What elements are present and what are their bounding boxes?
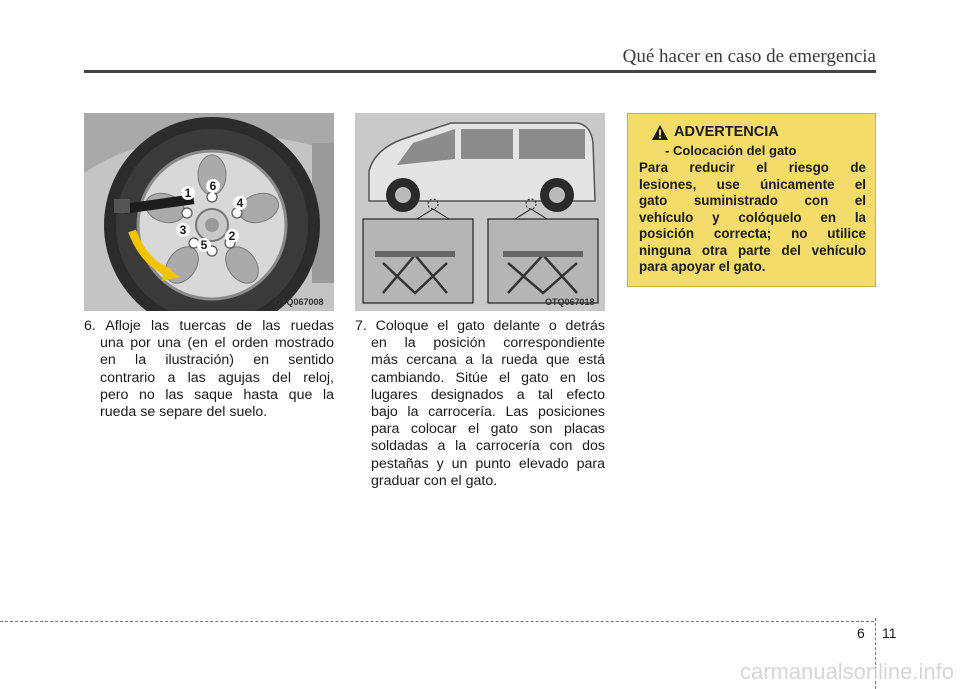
figure-jack-points <box>355 113 605 311</box>
page-header-title: Qué hacer en caso de emergencia <box>622 46 876 67</box>
warning-header <box>639 124 866 140</box>
warning-line-7: para apoyar el gato. <box>639 259 766 274</box>
warning-triangle-icon <box>652 125 668 140</box>
step-6 <box>84 318 334 421</box>
step-6-line-1: 6. Afloje las tuercas de las ruedas <box>84 318 334 334</box>
warning-box <box>627 113 876 287</box>
wheel-illustration <box>84 113 334 311</box>
step-7-line-2: en la posición correspondiente <box>371 335 605 352</box>
step-7-line-8: soldadas a la carrocería con dos <box>371 438 605 455</box>
warning-line-5: posición correcta; no utilice <box>639 226 866 241</box>
step-7-line-7: para colocar el gato son placas <box>371 421 605 438</box>
warning-text <box>639 160 866 276</box>
figure-code-1: OTQ067008 <box>274 297 324 307</box>
nut-number-3: 3 <box>176 223 190 237</box>
warning-line-6: ninguna otra parte del vehículo <box>639 242 866 258</box>
warning-subtitle: - Colocación del gato <box>665 143 797 158</box>
warning-title: ADVERTENCIA <box>674 124 779 140</box>
chapter-number: 6 <box>857 625 865 641</box>
step-6-line-2: una por una (en el orden mostrado <box>100 335 334 352</box>
warning-line-2: lesiones, use únicamente el <box>639 176 866 192</box>
step-7 <box>355 318 605 490</box>
van-jack-illustration <box>355 113 605 311</box>
page-number: 11 <box>882 625 897 641</box>
step-7-line-5: lugares designados a tal efecto <box>371 386 605 403</box>
figure-wheel <box>84 113 334 311</box>
nut-number-1: 1 <box>181 186 195 200</box>
step-7-line-3: más cercana a la rueda que está <box>371 352 605 369</box>
step-7-line-9: pestañas y un punto elevado para <box>371 455 605 472</box>
nut-number-5: 5 <box>197 238 211 252</box>
step-6-line-3: en la ilustración) en sentido <box>100 352 334 369</box>
warning-line-4: vehículo y colóquelo en la <box>639 209 866 225</box>
step-7-line-10: graduar con el gato. <box>371 472 498 489</box>
warning-line-3: gato suministrado con el <box>639 193 866 208</box>
step-7-number: 7. <box>355 318 367 334</box>
step-7-line-1: 7. Coloque el gato delante o detrás <box>355 318 605 334</box>
watermark: carmanualsonline.info <box>739 659 954 684</box>
footer-rule <box>0 621 874 622</box>
step-6-number: 6. <box>84 318 96 334</box>
header-rule <box>84 70 876 73</box>
step-6-line-6: rueda se separe del suelo. <box>100 404 268 421</box>
step-6-line-4: contrario a las agujas del reloj, <box>100 369 334 386</box>
nut-number-4: 4 <box>233 196 247 210</box>
step-6-line-5: pero no las saque hasta que la <box>100 386 334 403</box>
nut-number-2: 2 <box>225 229 239 243</box>
step-7-line-6: bajo la carrocería. Las posiciones <box>371 404 605 421</box>
warning-line-1: Para reducir el riesgo de <box>639 160 866 175</box>
nut-number-6: 6 <box>206 179 220 193</box>
figure-code-2: OTQ067018 <box>545 297 595 307</box>
step-7-line-4: cambiando. Sitúe el gato en los <box>371 369 605 386</box>
